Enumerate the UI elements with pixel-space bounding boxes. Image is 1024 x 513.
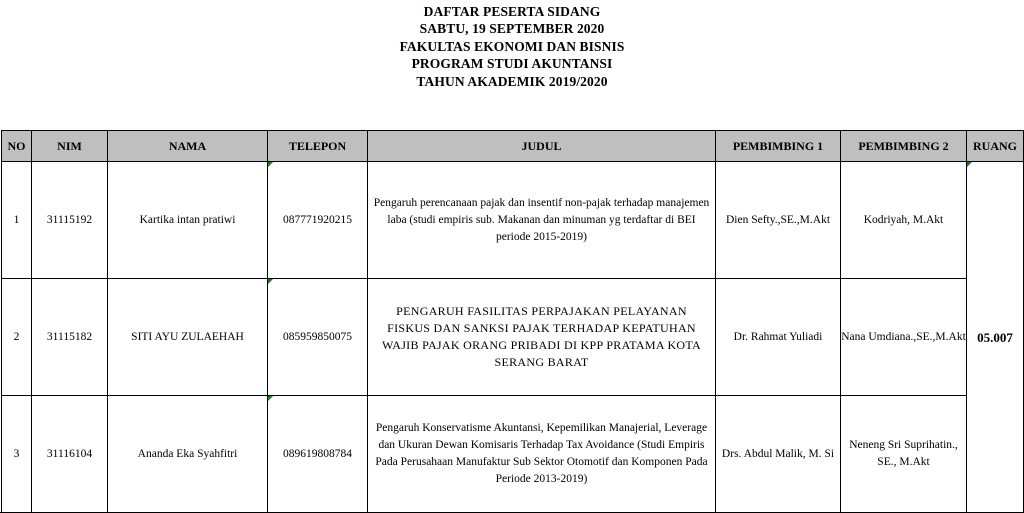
- cell-judul: PENGARUH FASILITAS PERPAJAKAN PELAYANAN FISKUS DAN SANKSI PAJAK TERHADAP KEPATUHAN WAJIB PAJAK ORANG PRIBADI DI KPP PRATAMA KOTA SERANG BARAT: [368, 279, 716, 396]
- table-row: [2, 162, 1024, 279]
- cell-nama: Ananda Eka Syahfitri: [108, 396, 268, 513]
- cell-no: 1: [2, 162, 32, 279]
- table-row: [2, 279, 1024, 396]
- column-header-pembimbing-1: PEMBIMBING 1: [716, 131, 841, 162]
- cell-pembimbing-2: Neneng Sri Suprihatin., SE., M.Akt: [841, 396, 967, 513]
- cell-no: 2: [2, 279, 32, 396]
- column-header-nim: NIM: [32, 131, 108, 162]
- cell-no: 3: [2, 396, 32, 513]
- cell-ruang: 05.007: [967, 162, 1024, 513]
- document-header: [0, 3, 1024, 90]
- table-row: [2, 396, 1024, 513]
- cell-nim: 31115192: [32, 162, 108, 279]
- cell-pembimbing-1: Drs. Abdul Malik, M. Si: [716, 396, 841, 513]
- header-title: DAFTAR PESERTA SIDANG: [423, 4, 601, 19]
- cell-pembimbing-2: Kodriyah, M.Akt: [841, 162, 967, 279]
- column-header-telepon: TELEPON: [268, 131, 368, 162]
- column-header-ruang: RUANG: [967, 131, 1024, 162]
- cell-nim: 31115182: [32, 279, 108, 396]
- header-faculty: FAKULTAS EKONOMI DAN BISNIS: [399, 38, 625, 54]
- cell-telepon: 087771920215: [268, 162, 368, 279]
- cell-pembimbing-2: Nana Umdiana.,SE.,M.Akt: [841, 279, 967, 396]
- cell-nama: Kartika intan pratiwi: [108, 162, 268, 279]
- cell-telepon: 089619808784: [268, 396, 368, 513]
- column-header-no: NO: [2, 131, 32, 162]
- column-header-judul: JUDUL: [368, 131, 716, 162]
- cell-pembimbing-1: Dr. Rahmat Yuliadi: [716, 279, 841, 396]
- column-header-nama: NAMA: [108, 131, 268, 162]
- header-program: PROGRAM STUDI AKUNTANSI: [411, 56, 613, 72]
- cell-nama: SITI AYU ZULAEHAH: [108, 279, 268, 396]
- header-date: SABTU, 19 SEPTEMBER 2020: [419, 21, 605, 37]
- cell-nim: 31116104: [32, 396, 108, 513]
- table-header-row: [2, 131, 1024, 162]
- cell-pembimbing-1: Dien Sefty.,SE.,M.Akt: [716, 162, 841, 279]
- column-header-pembimbing-2: PEMBIMBING 2: [841, 131, 967, 162]
- header-academic-year: TAHUN AKADEMIK 2019/2020: [416, 73, 608, 89]
- cell-judul: Pengaruh perencanaan pajak dan insentif non-pajak terhadap manajemen laba (studi empiris sub. Makanan dan minuman yg terdaftar di BEI periode 2015-2019): [368, 162, 716, 279]
- cell-telepon: 085959850075: [268, 279, 368, 396]
- participant-table: [1, 130, 1024, 513]
- cell-judul: Pengaruh Konservatisme Akuntansi, Kepemilikan Manajerial, Leverage dan Ukuran Dewan Komisaris Terhadap Tax Avoidance (Studi Empiris Pada Perusahaan Manufaktur Sub Sektor Otomotif dan Komponen Pada Periode 2013-2019): [368, 396, 716, 513]
